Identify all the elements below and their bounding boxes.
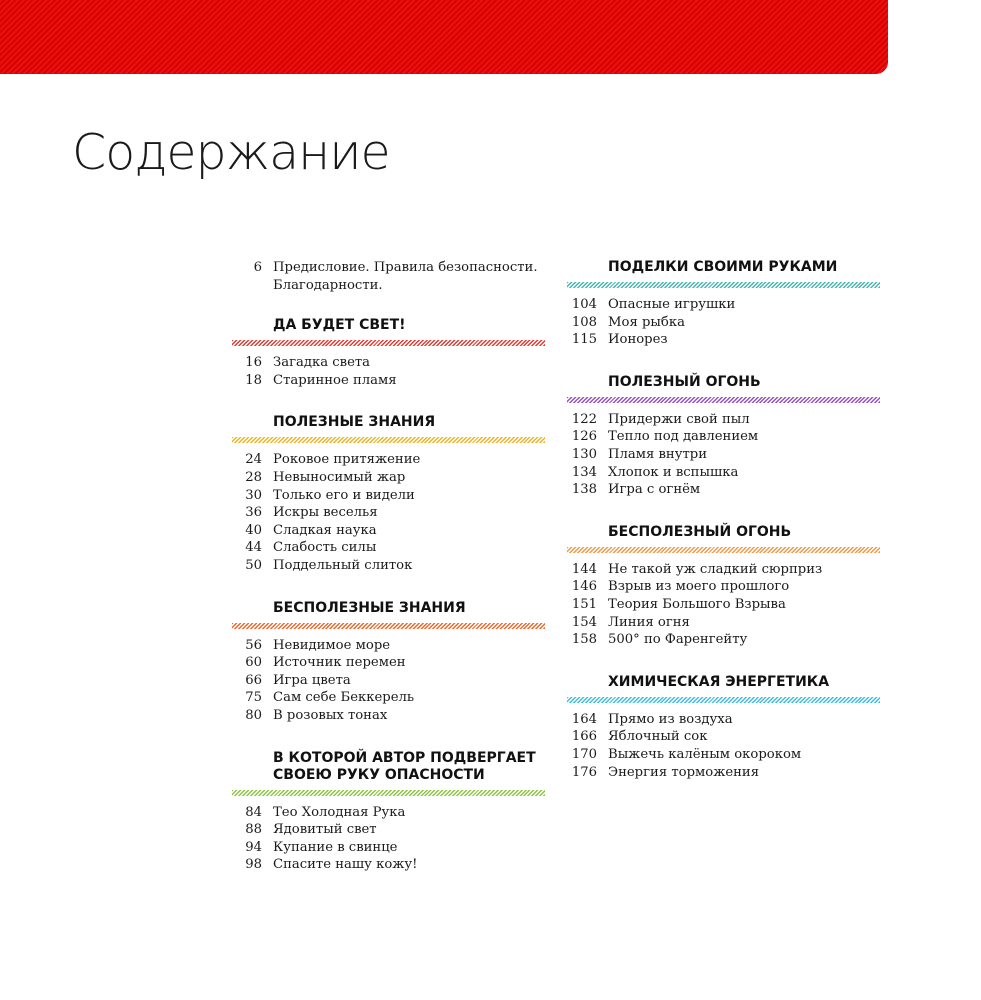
- page-number: 130: [571, 446, 597, 462]
- toc-entry[interactable]: [567, 578, 880, 596]
- entry-title: Пламя внутри: [608, 446, 708, 462]
- toc-entry[interactable]: [232, 354, 545, 372]
- entry-title: Старинное пламя: [273, 372, 397, 388]
- page-number: 138: [571, 482, 597, 498]
- toc-entry[interactable]: [567, 728, 880, 746]
- section-useful-fire: [567, 374, 880, 499]
- toc-entry[interactable]: [232, 839, 545, 857]
- entry-title: Слабость силы: [273, 540, 377, 556]
- toc-entry[interactable]: [232, 654, 545, 672]
- toc-entry[interactable]: [567, 596, 880, 614]
- toc-entry[interactable]: [567, 296, 880, 314]
- section-title: ПОДЕЛКИ СВОИМИ РУКАМИ: [608, 259, 838, 275]
- page-number: 75: [245, 690, 262, 706]
- toc-entry[interactable]: [567, 631, 880, 649]
- toc-entry[interactable]: [232, 372, 545, 390]
- page-number: 56: [245, 637, 262, 653]
- toc-entry[interactable]: [567, 464, 880, 482]
- page-number: 66: [245, 672, 262, 688]
- entry-title: Энергия торможения: [608, 764, 760, 780]
- toc-entry[interactable]: [232, 672, 545, 690]
- page-number: 88: [245, 822, 262, 838]
- entry-title: Тепло под давлением: [608, 429, 759, 445]
- page-number: 98: [245, 857, 262, 873]
- entry-title: Моя рыбка: [608, 314, 685, 330]
- toc-entry[interactable]: [232, 469, 545, 487]
- section-chemical-energy: [567, 674, 880, 781]
- section-rule: [232, 623, 545, 629]
- section-rule: [567, 547, 880, 553]
- page-number: 154: [571, 614, 597, 630]
- toc-entry[interactable]: [232, 522, 545, 540]
- entry-title: Взрыв из моего прошлого: [608, 579, 790, 595]
- entry-title: Хлопок и вспышка: [608, 464, 739, 480]
- toc-entry[interactable]: [232, 821, 545, 839]
- section-title: ПОЛЕЗНЫЕ ЗНАНИЯ: [273, 414, 436, 431]
- entry-title: Роковое притяжение: [273, 452, 421, 468]
- page-number: 151: [571, 596, 597, 612]
- page-number: 44: [245, 540, 262, 556]
- section-title: ХИМИЧЕСКАЯ ЭНЕРГЕТИКА: [608, 673, 830, 690]
- entry-title: Опасные игрушки: [608, 297, 736, 312]
- toc-entry[interactable]: [567, 561, 880, 579]
- entry-title: Предисловие. Правила безопасности. Благодарности.: [273, 260, 538, 293]
- section-rule: [232, 437, 545, 443]
- entry-title: Тео Холодная Рука: [273, 804, 406, 820]
- toc-entry[interactable]: [232, 637, 545, 655]
- entry-title: Игра с огнём: [608, 482, 701, 498]
- entry-title: Игра цвета: [273, 672, 351, 688]
- toc-entry[interactable]: [567, 746, 880, 764]
- section-rule: [567, 697, 880, 703]
- page-number: 164: [571, 711, 597, 727]
- section-rule: [567, 397, 880, 403]
- toc-entry[interactable]: [567, 331, 880, 349]
- page-number: 60: [245, 655, 262, 671]
- page-number: 18: [245, 372, 262, 388]
- toc-entry[interactable]: [232, 856, 545, 874]
- toc-entry[interactable]: [232, 451, 545, 469]
- section-useful-knowledge: [232, 414, 545, 574]
- page-number: 28: [245, 469, 262, 485]
- toc-entry-intro[interactable]: [232, 259, 545, 294]
- page-number: 108: [571, 314, 597, 330]
- toc-entry[interactable]: [232, 557, 545, 575]
- toc-entry[interactable]: [567, 446, 880, 464]
- page-title: Содержание: [72, 124, 390, 181]
- section-title: ДА БУДЕТ СВЕТ!: [273, 317, 406, 334]
- entry-title: Невыносимый жар: [273, 469, 406, 485]
- toc-entry[interactable]: [567, 711, 880, 729]
- page-number: 24: [245, 452, 262, 468]
- page-number: 170: [571, 746, 597, 762]
- toc-entry[interactable]: [567, 481, 880, 499]
- page-number: 146: [571, 579, 597, 595]
- page-number: 134: [571, 464, 597, 480]
- entry-title: Линия огня: [608, 614, 690, 630]
- toc-entry[interactable]: [567, 411, 880, 429]
- page-number: 126: [571, 429, 597, 445]
- toc-entry[interactable]: [232, 707, 545, 725]
- section-author-hand-danger: [232, 750, 545, 874]
- entry-title: Спасите нашу кожу!: [273, 857, 418, 873]
- page-number: 50: [245, 557, 262, 573]
- section-title: В КОТОРОЙ АВТОР ПОДВЕРГАЕТ СВОЕЮ РУКУ ОПАСНОСТИ: [273, 749, 536, 783]
- entry-title: Искры веселья: [273, 505, 378, 521]
- page-number: 176: [571, 764, 597, 780]
- page-number: 115: [571, 332, 597, 348]
- entry-title: Купание в свинце: [273, 839, 398, 855]
- page-number: 122: [571, 411, 597, 427]
- toc-entry[interactable]: [232, 487, 545, 505]
- entry-title: Придержи свой пыл: [608, 411, 750, 427]
- entry-title: Загадка света: [273, 355, 371, 371]
- toc-entry[interactable]: [232, 539, 545, 557]
- entry-title: Поддельный слиток: [273, 557, 413, 573]
- entry-title: Источник перемен: [273, 655, 406, 671]
- entry-title: В розовых тонах: [273, 707, 388, 723]
- header-banner: [0, 0, 888, 74]
- page-number: 84: [245, 804, 262, 820]
- section-diy-crafts: [567, 259, 880, 349]
- section-rule: [567, 282, 880, 288]
- page-number: 94: [245, 839, 262, 855]
- page-number: 144: [571, 561, 597, 577]
- entry-title: Прямо из воздуха: [608, 711, 733, 727]
- page-number: 166: [571, 729, 597, 745]
- entry-title: Яблочный сок: [608, 729, 708, 745]
- page-number: 158: [571, 632, 597, 648]
- toc-entry[interactable]: [232, 689, 545, 707]
- section-rule: [232, 340, 545, 346]
- page-number: 6: [253, 260, 262, 275]
- entry-title: Только его и видели: [273, 487, 415, 503]
- entry-title: Не такой уж сладкий сюрприз: [608, 561, 823, 577]
- entry-title: Невидимое море: [273, 637, 391, 653]
- page-number: 16: [245, 355, 262, 371]
- section-title: БЕСПОЛЕЗНЫЙ ОГОНЬ: [608, 523, 792, 540]
- page-number: 36: [245, 505, 262, 521]
- section-let-there-be-light: [232, 317, 545, 389]
- page-number: 30: [245, 487, 262, 503]
- entry-title: Ядовитый свет: [273, 822, 377, 838]
- toc-entry[interactable]: [232, 804, 545, 822]
- toc-right-column: [567, 259, 880, 806]
- page-number: 40: [245, 522, 262, 538]
- section-useless-fire: [567, 524, 880, 649]
- entry-title: Выжечь калёным окороком: [608, 746, 802, 762]
- entry-title: Сладкая наука: [273, 522, 377, 538]
- toc-entry[interactable]: [567, 314, 880, 332]
- toc-entry[interactable]: [567, 428, 880, 446]
- section-useless-knowledge: [232, 600, 545, 725]
- entry-title: 500° по Фаренгейту: [608, 632, 748, 648]
- entry-title: Сам себе Беккерель: [273, 690, 415, 706]
- toc-entry[interactable]: [567, 764, 880, 782]
- section-title: ПОЛЕЗНЫЙ ОГОНЬ: [608, 373, 761, 390]
- entry-title: Теория Большого Взрыва: [608, 596, 786, 612]
- page-number: 104: [571, 297, 597, 312]
- toc-left-column: [232, 259, 545, 899]
- page-number: 80: [245, 707, 262, 723]
- toc-entry[interactable]: [567, 614, 880, 632]
- toc-entry[interactable]: [232, 504, 545, 522]
- entry-title: Ионорез: [608, 332, 668, 348]
- section-rule: [232, 790, 545, 796]
- section-title: БЕСПОЛЕЗНЫЕ ЗНАНИЯ: [273, 599, 466, 616]
